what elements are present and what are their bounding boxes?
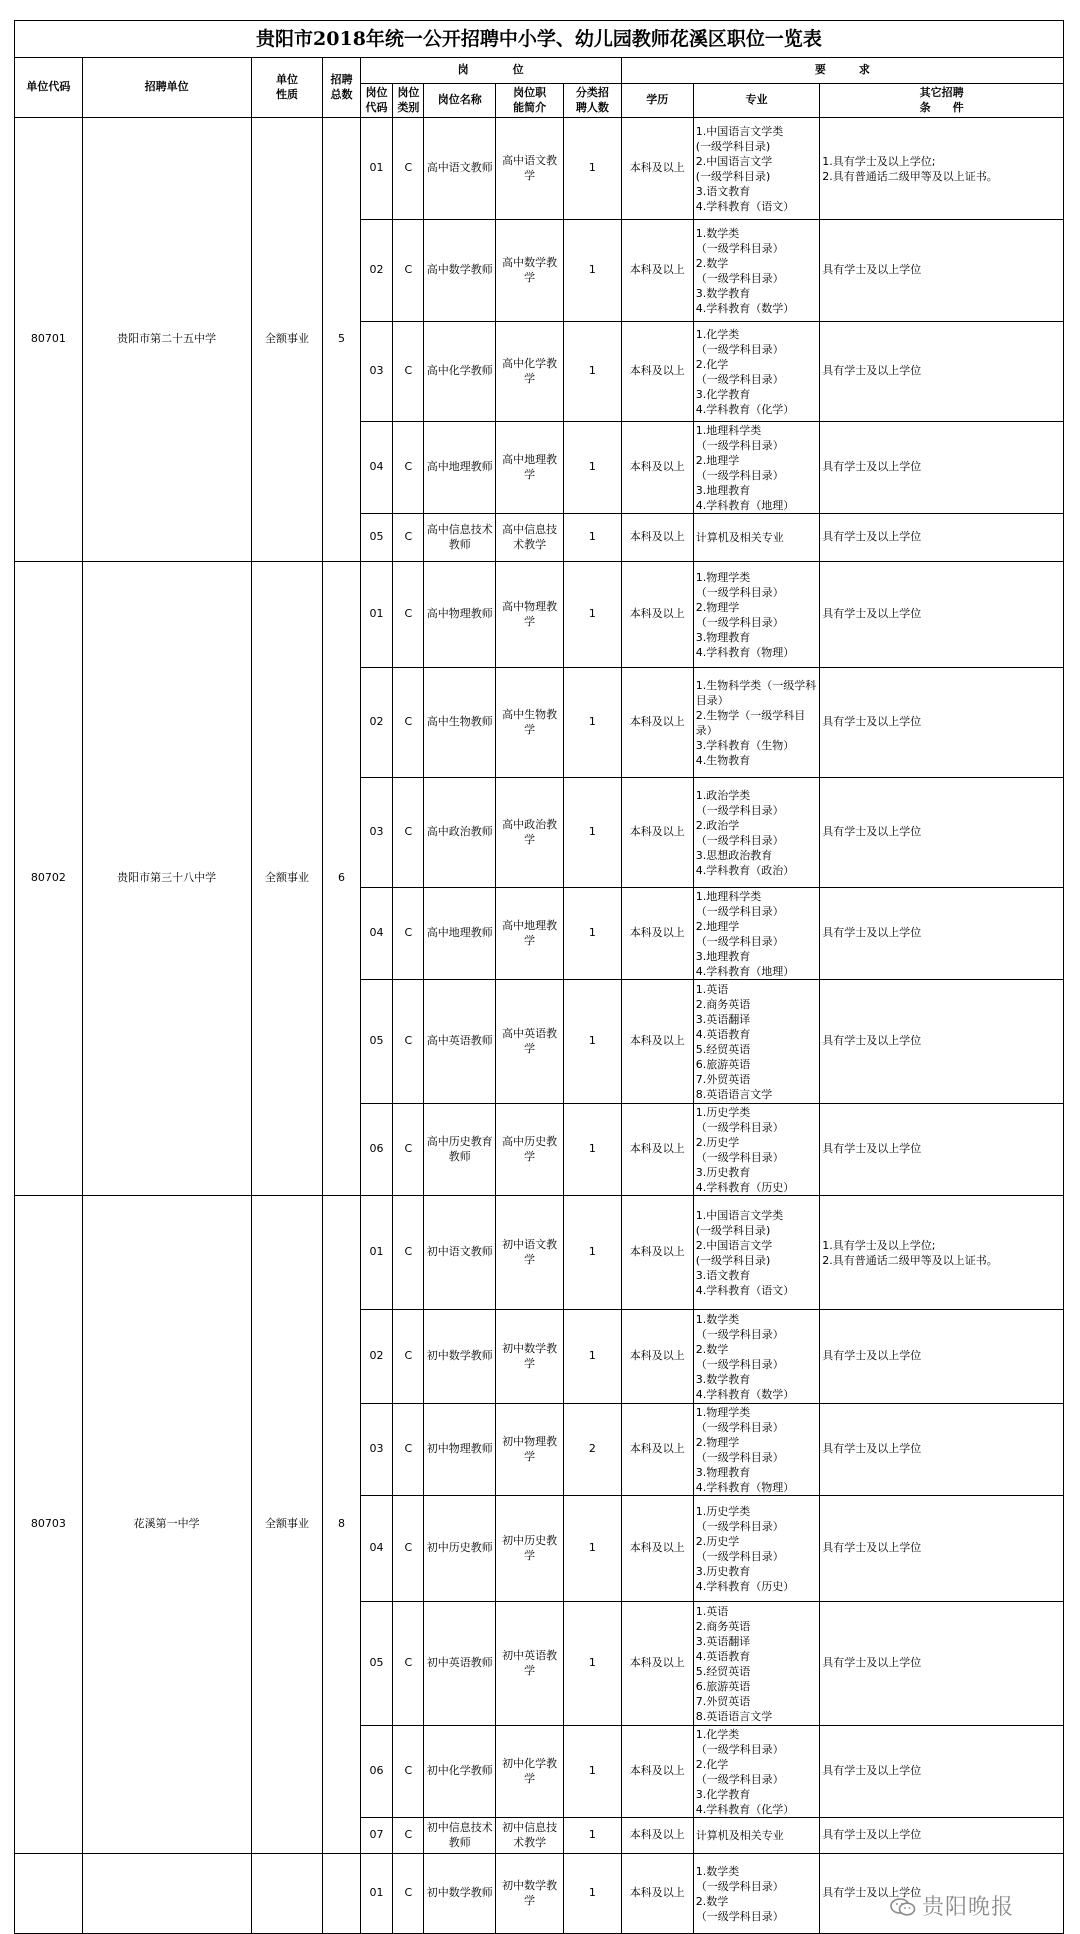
position-name-cell: 初中数学教师 xyxy=(424,1854,496,1934)
table-row xyxy=(15,562,1064,668)
position-desc-cell: 高中政治教学 xyxy=(496,778,564,888)
header-pos-name: 岗位名称 xyxy=(424,84,496,118)
unit-name-cell: 贵阳市第三十八中学 xyxy=(82,562,251,1196)
education-cell: 本科及以上 xyxy=(621,1496,693,1602)
other-requirements-cell: 具有学士及以上学位 xyxy=(820,322,1064,422)
unit-total-cell: 6 xyxy=(323,562,360,1196)
position-category-cell: C xyxy=(393,118,424,220)
other-requirements-cell: 具有学士及以上学位 xyxy=(820,1602,1064,1726)
major-cell: 1.地理科学类 （一级学科目录） 2.地理学 （一级学科目录） 3.地理教育 4.学科教育（地理） xyxy=(693,422,819,514)
education-cell: 本科及以上 xyxy=(621,778,693,888)
position-name-cell: 高中语文教师 xyxy=(424,118,496,220)
position-desc-cell: 高中物理教学 xyxy=(496,562,564,668)
position-count-cell: 1 xyxy=(564,778,622,888)
major-cell: 1.中国语言文学类 (一级学科目录) 2.中国语言文学 (一级学科目录) 3.语文教育 4.学科教育（语文） xyxy=(693,1196,819,1310)
position-code-cell: 01 xyxy=(360,118,393,220)
position-category-cell: C xyxy=(393,514,424,562)
other-requirements-cell: 具有学士及以上学位 xyxy=(820,1726,1064,1818)
major-cell: 1.地理科学类 （一级学科目录） 2.地理学 （一级学科目录） 3.地理教育 4.学科教育（地理） xyxy=(693,888,819,980)
position-count-cell: 1 xyxy=(564,980,622,1104)
position-desc-cell: 高中信息技术教学 xyxy=(496,514,564,562)
education-cell: 本科及以上 xyxy=(621,1404,693,1496)
position-code-cell: 05 xyxy=(360,1602,393,1726)
position-code-cell: 03 xyxy=(360,778,393,888)
education-cell: 本科及以上 xyxy=(621,1196,693,1310)
position-count-cell: 1 xyxy=(564,1310,622,1404)
major-cell: 计算机及相关专业 xyxy=(693,1818,819,1854)
position-name-cell: 高中物理教师 xyxy=(424,562,496,668)
position-count-cell: 1 xyxy=(564,1496,622,1602)
header-unit-type: 单位 性质 xyxy=(251,58,323,118)
education-cell: 本科及以上 xyxy=(621,118,693,220)
position-desc-cell: 初中数学教学 xyxy=(496,1310,564,1404)
position-name-cell: 初中英语教师 xyxy=(424,1602,496,1726)
unit-total-cell: 5 xyxy=(323,118,360,562)
position-count-cell: 1 xyxy=(564,220,622,322)
major-cell: 1.数学类 （一级学科目录） 2.数学 （一级学科目录） 3.数学教育 4.学科教育（数学） xyxy=(693,220,819,322)
position-desc-cell: 初中历史教学 xyxy=(496,1496,564,1602)
unit-type-cell: 全额事业 xyxy=(251,562,323,1196)
table-row xyxy=(15,118,1064,220)
position-desc-cell: 高中英语教学 xyxy=(496,980,564,1104)
position-name-cell: 初中数学教师 xyxy=(424,1310,496,1404)
other-requirements-cell: 具有学士及以上学位 xyxy=(820,1104,1064,1196)
unit-type-cell: 全额事业 xyxy=(251,118,323,562)
position-category-cell: C xyxy=(393,1602,424,1726)
position-code-cell: 03 xyxy=(360,1404,393,1496)
major-cell: 1.英语 2.商务英语 3.英语翻译 4.英语教育 5.经贸英语 6.旅游英语 7.外贸英语 8.英语语言文学 xyxy=(693,1602,819,1726)
position-name-cell: 高中信息技术教师 xyxy=(424,514,496,562)
other-requirements-cell: 1.具有学士及以上学位; 2.具有普通话二级甲等及以上证书。 xyxy=(820,1196,1064,1310)
header-major: 专业 xyxy=(693,84,819,118)
unit-code-cell: 80702 xyxy=(15,562,83,1196)
education-cell: 本科及以上 xyxy=(621,1602,693,1726)
position-desc-cell: 初中数学教学 xyxy=(496,1854,564,1934)
other-requirements-cell: 具有学士及以上学位 xyxy=(820,778,1064,888)
document-page xyxy=(14,20,1064,1934)
position-count-cell: 1 xyxy=(564,1818,622,1854)
unit-type-cell: 全额事业 xyxy=(251,1196,323,1854)
position-code-cell: 04 xyxy=(360,1496,393,1602)
unit-type-cell xyxy=(251,1854,323,1934)
position-name-cell: 初中物理教师 xyxy=(424,1404,496,1496)
position-count-cell: 1 xyxy=(564,888,622,980)
position-count-cell: 2 xyxy=(564,1404,622,1496)
education-cell: 本科及以上 xyxy=(621,668,693,778)
header-pos-desc: 岗位职 能简介 xyxy=(496,84,564,118)
major-cell: 1.化学类 （一级学科目录） 2.化学 （一级学科目录） 3.化学教育 4.学科教育（化学） xyxy=(693,322,819,422)
education-cell: 本科及以上 xyxy=(621,220,693,322)
position-code-cell: 02 xyxy=(360,220,393,322)
position-code-cell: 06 xyxy=(360,1726,393,1818)
position-code-cell: 07 xyxy=(360,1818,393,1854)
other-requirements-cell: 具有学士及以上学位 xyxy=(820,980,1064,1104)
header-education: 学历 xyxy=(621,84,693,118)
position-category-cell: C xyxy=(393,220,424,322)
major-cell: 1.物理学类 （一级学科目录） 2.物理学 （一级学科目录） 3.物理教育 4.学科教育（物理） xyxy=(693,1404,819,1496)
education-cell: 本科及以上 xyxy=(621,1818,693,1854)
other-requirements-cell: 具有学士及以上学位 xyxy=(820,422,1064,514)
position-category-cell: C xyxy=(393,1196,424,1310)
position-count-cell: 1 xyxy=(564,514,622,562)
position-category-cell: C xyxy=(393,1310,424,1404)
unit-name-cell xyxy=(82,1854,251,1934)
position-count-cell: 1 xyxy=(564,1726,622,1818)
position-name-cell: 高中数学教师 xyxy=(424,220,496,322)
table-body xyxy=(15,118,1064,1934)
header-pos-cat: 岗位 类别 xyxy=(393,84,424,118)
position-desc-cell: 初中英语教学 xyxy=(496,1602,564,1726)
position-desc-cell: 初中信息技术教学 xyxy=(496,1818,564,1854)
header-unit-code: 单位代码 xyxy=(15,58,83,118)
position-count-cell: 1 xyxy=(564,668,622,778)
major-cell: 1.生物科学类（一级学科目录） 2.生物学（一级学科目录） 3.学科教育（生物） 4.生物教育 xyxy=(693,668,819,778)
position-name-cell: 高中地理教师 xyxy=(424,422,496,514)
position-desc-cell: 高中历史教学 xyxy=(496,1104,564,1196)
other-requirements-cell: 具有学士及以上学位 xyxy=(820,562,1064,668)
unit-code-cell xyxy=(15,1854,83,1934)
other-requirements-cell: 具有学士及以上学位 xyxy=(820,1310,1064,1404)
header-position-group: 岗 位 xyxy=(360,58,621,84)
other-requirements-cell: 具有学士及以上学位 xyxy=(820,514,1064,562)
education-cell: 本科及以上 xyxy=(621,980,693,1104)
education-cell: 本科及以上 xyxy=(621,322,693,422)
unit-code-cell: 80703 xyxy=(15,1196,83,1854)
major-cell: 1.中国语言文学类 (一级学科目录) 2.中国语言文学 (一级学科目录) 3.语文教育 4.学科教育（语文） xyxy=(693,118,819,220)
other-requirements-cell: 具有学士及以上学位 xyxy=(820,1496,1064,1602)
education-cell: 本科及以上 xyxy=(621,1854,693,1934)
education-cell: 本科及以上 xyxy=(621,422,693,514)
other-requirements-cell: 具有学士及以上学位 xyxy=(820,888,1064,980)
position-count-cell: 1 xyxy=(564,1196,622,1310)
position-name-cell: 高中英语教师 xyxy=(424,980,496,1104)
header-requirements-group: 要 求 xyxy=(621,58,1063,84)
other-requirements-cell: 具有学士及以上学位 xyxy=(820,220,1064,322)
other-requirements-cell: 具有学士及以上学位 xyxy=(820,1818,1064,1854)
unit-total-cell: 8 xyxy=(323,1196,360,1854)
position-count-cell: 1 xyxy=(564,1602,622,1726)
table-title: 贵阳市2018年统一公开招聘中小学、幼儿园教师花溪区职位一览表 xyxy=(14,20,1064,57)
position-code-cell: 01 xyxy=(360,1196,393,1310)
position-name-cell: 初中化学教师 xyxy=(424,1726,496,1818)
unit-name-cell: 花溪第一中学 xyxy=(82,1196,251,1854)
header-unit-name: 招聘单位 xyxy=(82,58,251,118)
position-desc-cell: 高中地理教学 xyxy=(496,422,564,514)
watermark-text: 贵阳晚报 xyxy=(922,1895,1015,1920)
position-category-cell: C xyxy=(393,668,424,778)
wechat-icon xyxy=(890,1897,916,1915)
other-requirements-cell: 具有学士及以上学位 xyxy=(820,1854,1064,1934)
position-name-cell: 高中历史教育教师 xyxy=(424,1104,496,1196)
major-cell: 1.英语 2.商务英语 3.英语翻译 4.英语教育 5.经贸英语 6.旅游英语 7.外贸英语 8.英语语言文学 xyxy=(693,980,819,1104)
position-code-cell: 04 xyxy=(360,422,393,514)
header-total: 招聘 总数 xyxy=(323,58,360,118)
major-cell: 1.历史学类 （一级学科目录） 2.历史学 （一级学科目录） 3.历史教育 4.学科教育（历史） xyxy=(693,1104,819,1196)
position-code-cell: 02 xyxy=(360,1310,393,1404)
other-requirements-cell: 具有学士及以上学位 xyxy=(820,668,1064,778)
position-code-cell: 02 xyxy=(360,668,393,778)
header-pos-code: 岗位 代码 xyxy=(360,84,393,118)
position-name-cell: 高中生物教师 xyxy=(424,668,496,778)
position-code-cell: 01 xyxy=(360,1854,393,1934)
position-desc-cell: 初中语文教学 xyxy=(496,1196,564,1310)
major-cell: 计算机及相关专业 xyxy=(693,514,819,562)
unit-total-cell xyxy=(323,1854,360,1934)
position-name-cell: 高中化学教师 xyxy=(424,322,496,422)
position-name-cell: 初中语文教师 xyxy=(424,1196,496,1310)
education-cell: 本科及以上 xyxy=(621,514,693,562)
position-category-cell: C xyxy=(393,888,424,980)
position-category-cell: C xyxy=(393,1496,424,1602)
position-category-cell: C xyxy=(393,778,424,888)
header-count: 分类招 聘人数 xyxy=(564,84,622,118)
education-cell: 本科及以上 xyxy=(621,1726,693,1818)
position-count-cell: 1 xyxy=(564,422,622,514)
watermark xyxy=(890,1890,1014,1921)
major-cell: 1.历史学类 （一级学科目录） 2.历史学 （一级学科目录） 3.历史教育 4.学科教育（历史） xyxy=(693,1496,819,1602)
table-row xyxy=(15,1196,1064,1310)
major-cell: 1.物理学类 （一级学科目录） 2.物理学 （一级学科目录） 3.物理教育 4.学科教育（物理） xyxy=(693,562,819,668)
major-cell: 1.数学类 （一级学科目录） 2.数学 （一级学科目录） xyxy=(693,1854,819,1934)
education-cell: 本科及以上 xyxy=(621,1310,693,1404)
position-count-cell: 1 xyxy=(564,322,622,422)
position-count-cell: 1 xyxy=(564,118,622,220)
position-category-cell: C xyxy=(393,1726,424,1818)
position-count-cell: 1 xyxy=(564,1854,622,1934)
education-cell: 本科及以上 xyxy=(621,1104,693,1196)
position-desc-cell: 高中生物教学 xyxy=(496,668,564,778)
position-desc-cell: 高中语文教学 xyxy=(496,118,564,220)
position-desc-cell: 高中数学教学 xyxy=(496,220,564,322)
position-category-cell: C xyxy=(393,1818,424,1854)
position-code-cell: 06 xyxy=(360,1104,393,1196)
position-count-cell: 1 xyxy=(564,562,622,668)
header-other: 其它招聘 条 件 xyxy=(820,84,1064,118)
position-desc-cell: 高中地理教学 xyxy=(496,888,564,980)
education-cell: 本科及以上 xyxy=(621,562,693,668)
major-cell: 1.化学类 （一级学科目录） 2.化学 （一级学科目录） 3.化学教育 4.学科教育（化学） xyxy=(693,1726,819,1818)
position-name-cell: 高中政治教师 xyxy=(424,778,496,888)
other-requirements-cell: 具有学士及以上学位 xyxy=(820,1404,1064,1496)
position-code-cell: 04 xyxy=(360,888,393,980)
position-category-cell: C xyxy=(393,1404,424,1496)
position-category-cell: C xyxy=(393,980,424,1104)
position-desc-cell: 高中化学教学 xyxy=(496,322,564,422)
position-count-cell: 1 xyxy=(564,1104,622,1196)
position-name-cell: 初中信息技术教师 xyxy=(424,1818,496,1854)
position-name-cell: 高中地理教师 xyxy=(424,888,496,980)
position-desc-cell: 初中化学教学 xyxy=(496,1726,564,1818)
positions-table xyxy=(14,57,1064,1934)
position-name-cell: 初中历史教师 xyxy=(424,1496,496,1602)
position-code-cell: 05 xyxy=(360,514,393,562)
other-requirements-cell: 1.具有学士及以上学位; 2.具有普通话二级甲等及以上证书。 xyxy=(820,118,1064,220)
position-category-cell: C xyxy=(393,422,424,514)
major-cell: 1.政治学类 （一级学科目录） 2.政治学 （一级学科目录） 3.思想政治教育 4.学科教育（政治） xyxy=(693,778,819,888)
major-cell: 1.数学类 （一级学科目录） 2.数学 （一级学科目录） 3.数学教育 4.学科教育（数学） xyxy=(693,1310,819,1404)
position-code-cell: 03 xyxy=(360,322,393,422)
table-header xyxy=(15,58,1064,118)
unit-name-cell: 贵阳市第二十五中学 xyxy=(82,118,251,562)
position-code-cell: 01 xyxy=(360,562,393,668)
position-category-cell: C xyxy=(393,1854,424,1934)
position-category-cell: C xyxy=(393,562,424,668)
unit-code-cell: 80701 xyxy=(15,118,83,562)
education-cell: 本科及以上 xyxy=(621,888,693,980)
position-category-cell: C xyxy=(393,322,424,422)
position-code-cell: 05 xyxy=(360,980,393,1104)
position-desc-cell: 初中物理教学 xyxy=(496,1404,564,1496)
position-category-cell: C xyxy=(393,1104,424,1196)
